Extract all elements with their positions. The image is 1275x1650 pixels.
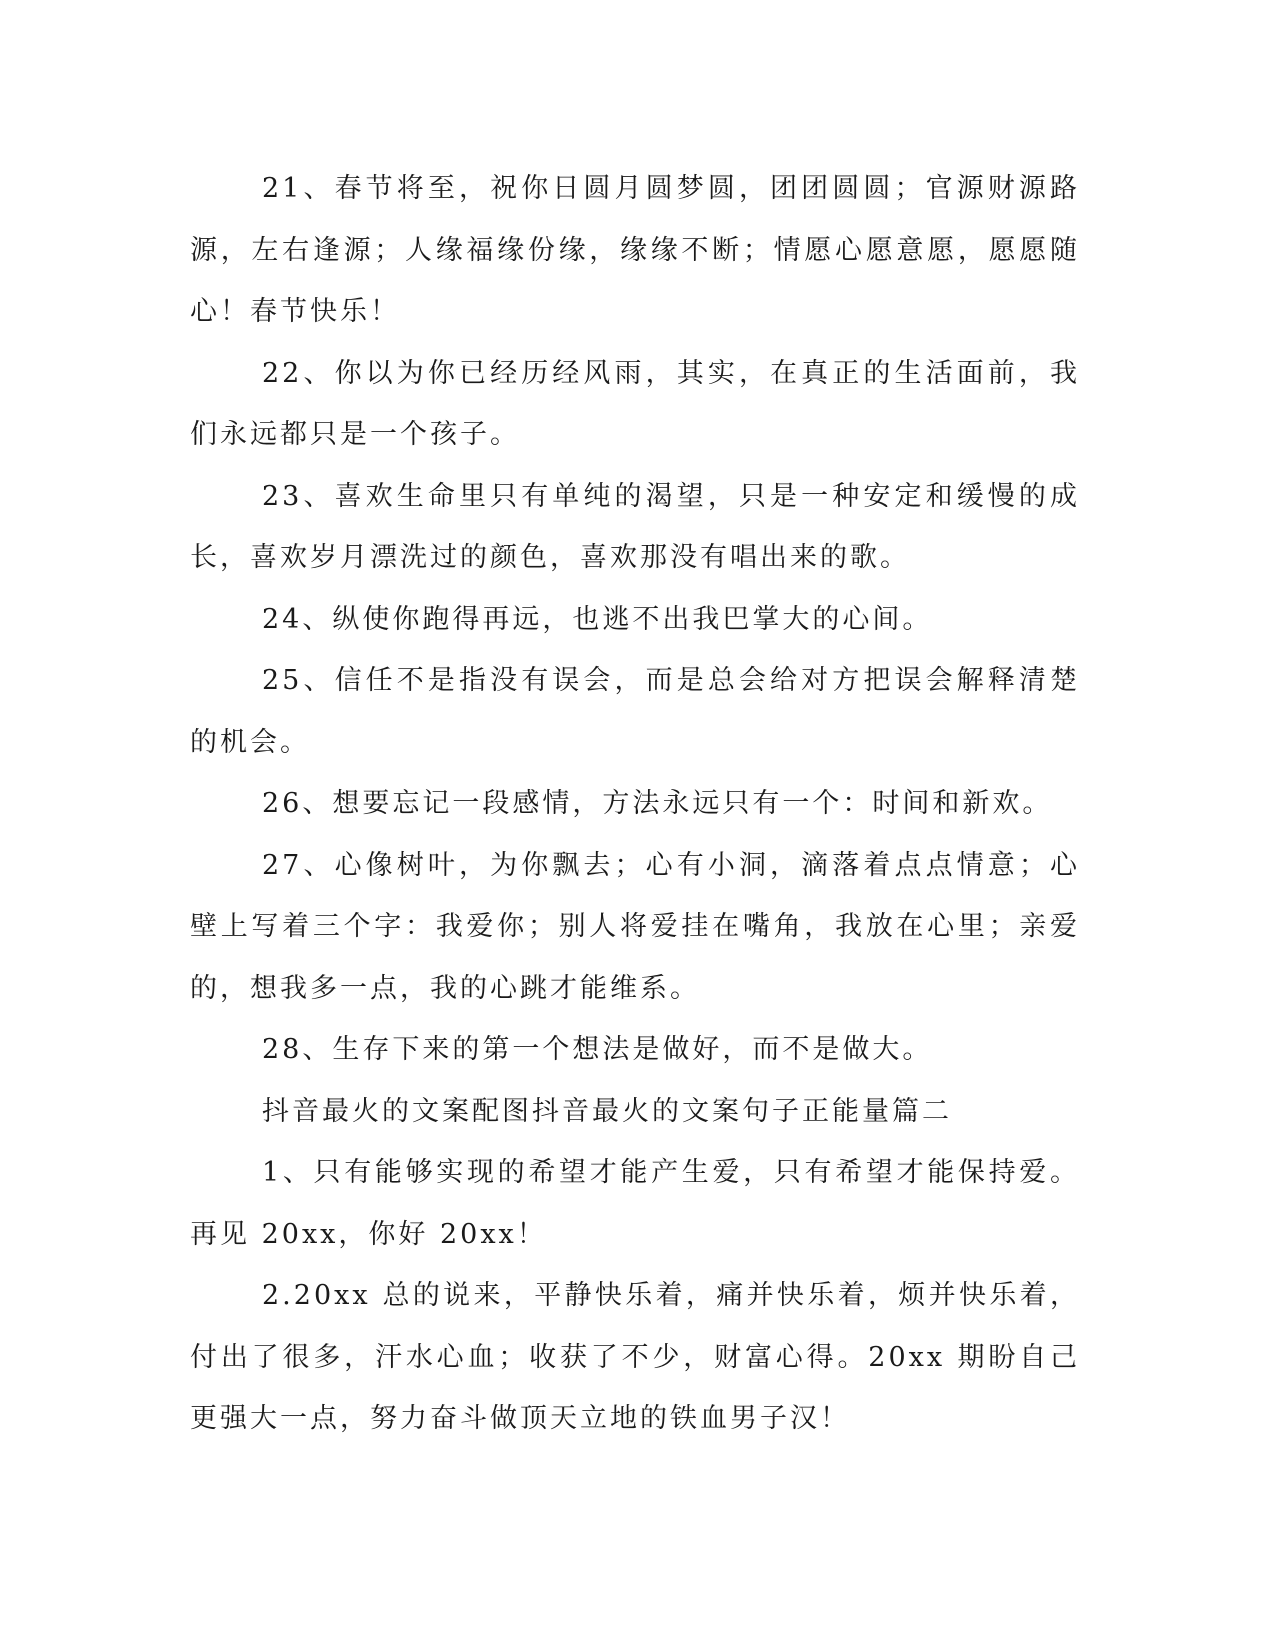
section-heading: 抖音最火的文案配图抖音最火的文案句子正能量篇二 xyxy=(262,1095,952,1127)
paragraph-23: 23、喜欢生命里只有单纯的渴望，只是一种安定和缓慢的成长，喜欢岁月漂洗过的颜色，喜欢那没有唱出来的歌。 xyxy=(190,480,1080,573)
paragraph-24: 24、纵使你跑得再远，也逃不出我巴掌大的心间。 xyxy=(262,603,933,635)
paragraph-27: 27、心像树叶，为你飘去；心有小洞，滴落着点点情意；心壁上写着三个字：我爱你；别人将爱挂在嘴角，我放在心里；亲爱的，想我多一点，我的心跳才能维系。 xyxy=(190,849,1080,1004)
paragraph-1: 1、只有能够实现的希望才能产生爱，只有希望才能保持爱。再见 20xx，你好 20xx！ xyxy=(190,1157,1080,1250)
paragraph-25: 25、信任不是指没有误会，而是总会给对方把误会解释清楚的机会。 xyxy=(190,665,1080,758)
paragraph-2: 2.20xx 总的说来，平静快乐着，痛并快乐着，烦并快乐着，付出了很多，汗水心血；收获了不少，财富心得。20xx 期盼自己更强大一点，努力奋斗做顶天立地的铁血男子汉！ xyxy=(190,1280,1080,1434)
paragraph-26: 26、想要忘记一段感情，方法永远只有一个：时间和新欢。 xyxy=(262,788,1053,819)
paragraph-22: 22、你以为你已经历经风雨，其实，在真正的生活面前，我们永远都只是一个孩子。 xyxy=(190,357,1080,450)
paragraph-21: 21、春节将至，祝你日圆月圆梦圆，团团圆圆；官源财源路源，左右逢源；人缘福缘份缘，缘缘不断；情愿心愿意愿，愿愿随心！春节快乐！ xyxy=(190,173,1080,327)
document-body xyxy=(190,158,1080,1450)
paragraph-28: 28、生存下来的第一个想法是做好，而不是做大。 xyxy=(262,1034,933,1065)
